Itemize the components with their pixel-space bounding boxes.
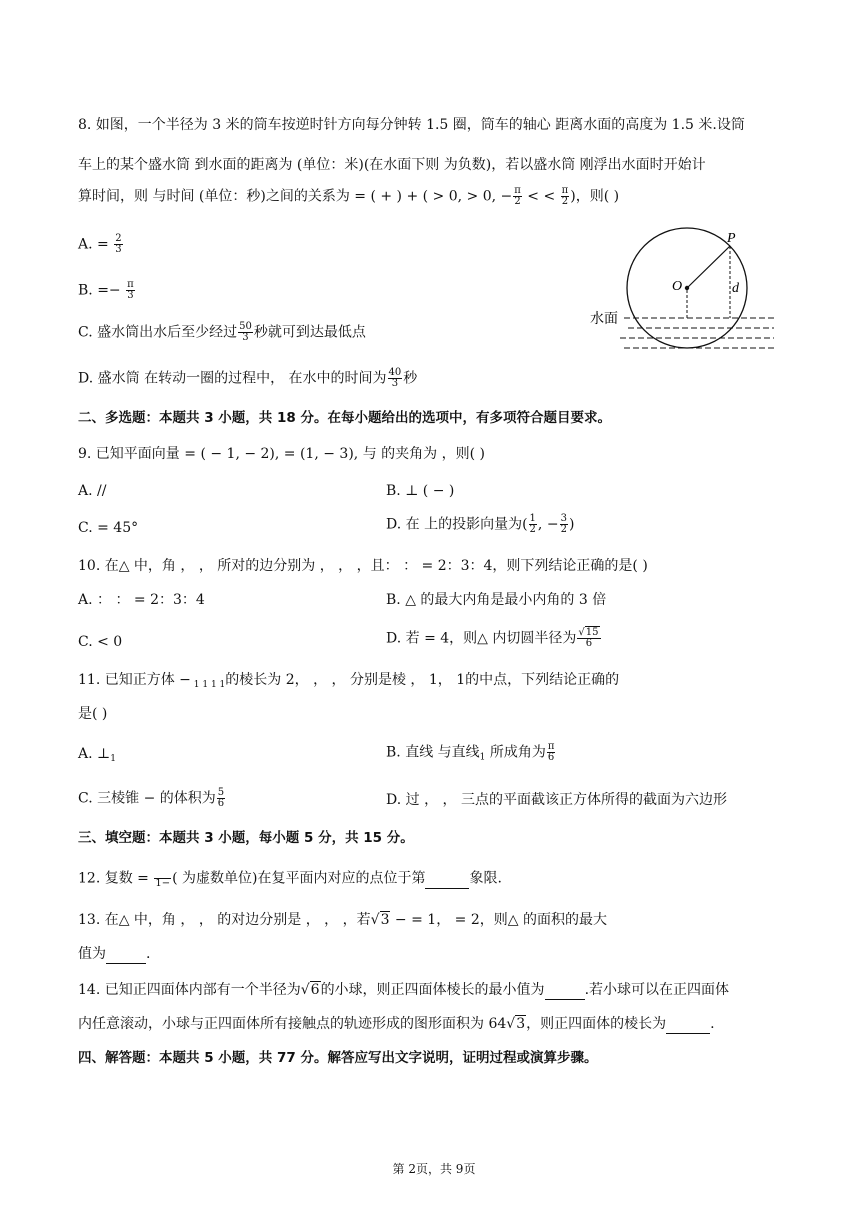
q8-option-c: C. 盛水筒出水后至少经过 $\frac{50}{3}$ 秒就可到达最低点 (78, 321, 366, 343)
q8-line1: 8. 如图，一个半径为 3 米的筒车按逆时针方向每分钟转 1.5 圈，筒车的轴心 距离水面的高度为 1.5 米.设筒 (78, 117, 745, 133)
q9-stem: 9. 已知平面向量 = ( − 1, − 2), = (1, − 3), 与 的夹角为 ，则( ) (78, 446, 485, 462)
page-footer: 第 2页，共 9页 (392, 1162, 476, 1176)
q11-stem-line2: 是( ) (78, 706, 108, 722)
q9-option-c: C. = 45° (78, 520, 139, 536)
q8-option-a: A. = $\frac{2}{3}$ (78, 233, 122, 255)
q8-line2: 车上的某个盛水筒 到水面的距离为 (单位：米)(在水面下则 为负数)，若以盛水筒 刚浮出水面时开始计 (78, 157, 706, 173)
q8-option-d: D. 盛水筒 在转动一圈的过程中， 在水中的时间为 $\frac{40}{3}$ 秒 (78, 367, 418, 389)
label-d: d (732, 281, 739, 296)
q8-line3-a: 算时间，则 与时间 (单位：秒)之间的关系为 = ( + ) + ( > 0, > 0, − (78, 188, 513, 205)
section-3-heading: 三、填空题：本题共 3 小题，每小题 5 分，共 15 分。 (78, 830, 414, 846)
q12: 12. 复数 = 1− ( 为虚数单位)在复平面内对应的点位于第 象限. (78, 868, 502, 889)
answer-blank (106, 949, 146, 964)
answer-blank (666, 1019, 710, 1034)
q10-option-b: B. △ 的最大内角是最小内角的 3 倍 (386, 592, 607, 608)
q10-option-c: C. < 0 (78, 634, 123, 650)
q14-line1: 14. 已知正四面体内部有一个半径为√6的小球，则正四面体棱长的最小值为 .若小球可以在正四面体 (78, 982, 730, 998)
q9-option-d: D. 在 上的投影向量为( $\frac{1}{2}$ , − $\frac{3}{2}$ ) (386, 513, 575, 535)
q9-option-a: A. // (78, 483, 107, 499)
answer-blank (545, 985, 585, 1000)
q10-option-d: D. 若 = 4，则△ 内切圆半径为 $\frac{√15}{6}$ (386, 627, 599, 649)
label-o: O (672, 279, 683, 294)
fraction: $\frac{\pi}{2}$ (561, 185, 569, 207)
q8-line3-c: )，则( ) (570, 188, 620, 205)
q8-line3-b: < < (522, 188, 560, 205)
water-wheel-figure (584, 226, 784, 366)
label-water: 水面 (590, 311, 618, 327)
section-4-heading: 四、解答题：本题共 5 小题，共 77 分。解答应写出文字说明，证明过程或演算步骤。 (78, 1050, 598, 1066)
q11-option-b: B. 直线 与直线$_1$ 所成角为 $\frac{\pi}{6}$ (386, 741, 555, 763)
q13-line2: 值为 . (78, 946, 151, 962)
q11-option-c: C. 三棱锥 − 的体积为 $\frac{5}{6}$ (78, 787, 225, 809)
section-2-heading: 二、多选题：本题共 3 小题，共 18 分。在每小题给出的选项中，有多项符合题目要求。 (78, 410, 611, 426)
radius-line (687, 246, 730, 288)
q13-line1: 13. 在△ 中，角 ， ， 的对边分别是 ， ， ，若√3 − = 1， = 2，则△ 的面积的最大 (78, 912, 607, 928)
q8-line3 (78, 186, 619, 207)
q9-option-b: B. ⊥ ( − ) (386, 483, 455, 499)
q10-stem: 10. 在△ 中，角 ， ， 所对的边分别为 ， ， ，且： ： = 2：3：4，则下列结论正确的是( ) (78, 558, 648, 574)
fraction: $\frac{\pi}{2}$ (514, 185, 521, 207)
q8-option-b: B. =− $\frac{\pi}{3}$ (78, 279, 134, 301)
label-p: P (727, 231, 736, 246)
q11-option-a: A. $\perp_1$ (78, 746, 116, 764)
answer-blank (425, 874, 469, 889)
q14-line2: 内任意滚动，小球与正四面体所有接触点的轨迹形成的图形面积为 64√3，则正四面体的棱长为 . (78, 1016, 715, 1032)
q10-option-a: A. ： ： = 2：3：4 (78, 592, 205, 608)
q11-stem-line1: 11. 已知正方体 − $_{1 1 1 1}$的棱长为 2， ， ， 分别是棱 ， 1， 1的中点，下列结论正确的 (78, 672, 620, 690)
q11-option-d: D. 过 ， ， 三点的平面截该正方体所得的截面为六边形 (386, 792, 727, 808)
